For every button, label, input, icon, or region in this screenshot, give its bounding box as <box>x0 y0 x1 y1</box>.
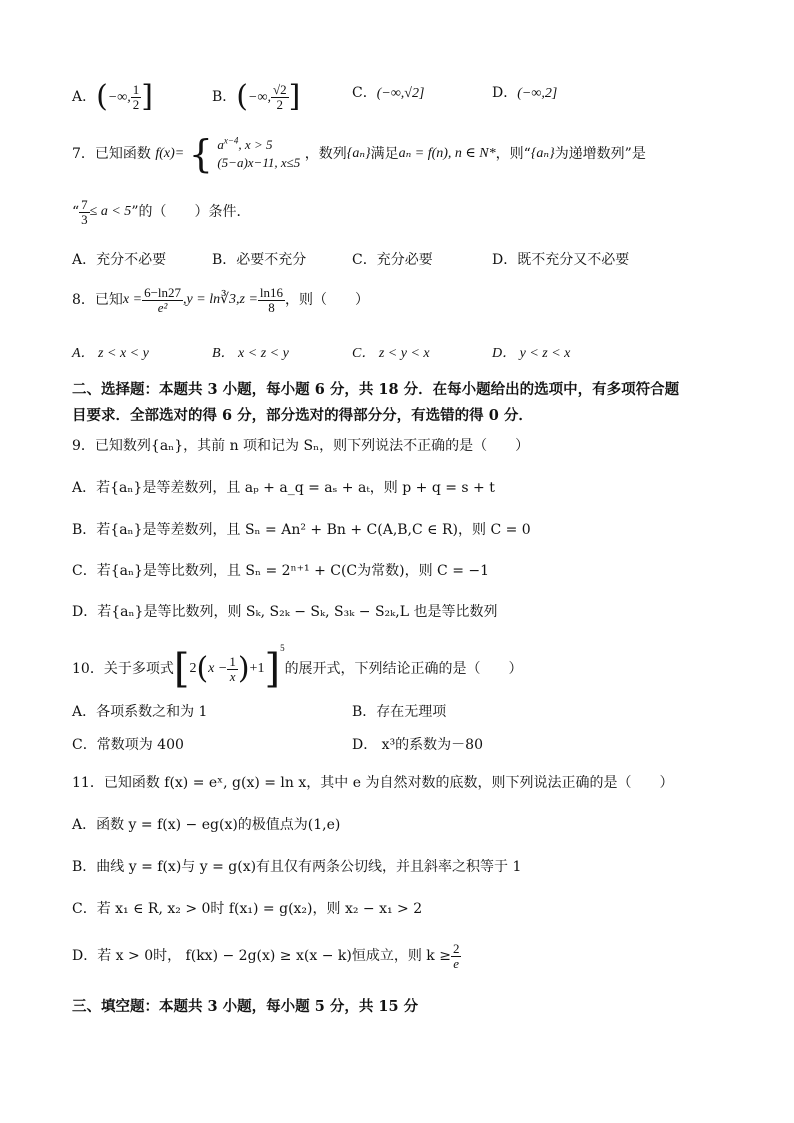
q10-option-c[interactable]: C．常数项为 400 <box>72 737 184 753</box>
q6-option-b[interactable]: B．(−∞, $\frac{√2}{2}$ ] <box>212 79 301 114</box>
section-2-heading-cont: 目要求．全部选对的得 6 分，部分选对的得部分分，有选错的得 0 分． <box>72 407 533 424</box>
q11-option-c[interactable]: C．若 x₁ ∈ R, x₂ > 0时 f(x₁) = g(x₂)，则 x₂ − x₁ > 2 <box>72 901 423 917</box>
q9-option-c[interactable]: C．若{aₙ}是等比数列，且 Sₙ = 2ⁿ⁺¹ + C(C为常数)，则 C = −1 <box>72 563 490 579</box>
q6-option-a[interactable]: A．(−∞, $\frac{1}{2}$ ] <box>72 79 153 114</box>
q11-option-b[interactable]: B．曲线 y = f(x)与 y = g(x)有且仅有两条公切线，并且斜率之积等于 1 <box>72 859 522 875</box>
q6-options <box>72 72 712 116</box>
brace: { <box>188 132 213 176</box>
piecewise-cases <box>217 136 300 172</box>
q9-option-b[interactable]: B．若{aₙ}是等差数列，且 Sₙ = An² + Bn + C(A,B,C ∈ R)，则 C = 0 <box>72 522 531 538</box>
fraction: $\frac{7}{3}$ <box>81 197 88 227</box>
q7-option-a[interactable]: A．充分不必要 <box>72 252 167 268</box>
q7-option-c[interactable]: C．充分必要 <box>352 252 433 268</box>
q9-option-a[interactable]: A．若{aₙ}是等差数列，且 aₚ + a_q = aₛ + aₜ，则 p + q = s + t <box>72 480 495 496</box>
q8-option-c[interactable]: C． z < y < x <box>352 346 430 361</box>
q8-option-a[interactable]: A． z < x < y <box>72 346 149 361</box>
q9-option-d[interactable]: D．若{aₙ}是等比数列，则 Sₖ, S₂ₖ − Sₖ, S₃ₖ − S₂ₖ,L 也是等比数列 <box>72 604 498 620</box>
q11-option-d[interactable]: D．若 x > 0时， f(kx) − 2g(x) ≥ x(x − k)恒成立，则 k ≥ $\frac{2}{e}$ <box>72 941 460 971</box>
case-1: $a^{x-4}$, x > 5 <box>217 135 273 152</box>
left-paren: ( <box>196 651 209 686</box>
q10-option-a[interactable]: A．各项系数之和为 1 <box>72 704 208 720</box>
fraction: $\frac{2}{e}$ <box>452 941 460 971</box>
right-paren: ) <box>237 651 250 686</box>
q7-option-d[interactable]: D．既不充分又不必要 <box>492 252 630 268</box>
q8-option-b[interactable]: B． x < z < y <box>212 346 289 361</box>
q8-stem: 8．已知x = $\frac{6-\ln 27}{\text{e²}}$ ,y = ln∛3,z = $\frac{\ln 16}{8}$ ，则（ ） <box>72 285 370 315</box>
q11-stem: 11．已知函数 f(x) = eˣ, g(x) = ln x，其中 e 为自然对数的底数，则下列说法正确的是（ ） <box>72 775 674 791</box>
q10-option-d[interactable]: D． x³的系数为－80 <box>352 737 483 753</box>
fraction: $\frac{6-\ln 27}{\text{e²}}$ <box>144 285 182 315</box>
fraction: $\frac{1}{x}$ <box>229 653 236 684</box>
q6-option-c[interactable]: C．(−∞,√2] <box>352 85 425 101</box>
q7-stem: 7．已知函数 f(x)= { $a^{x-4}$, x > 5 (5−a)x−11, x≤5 ，数列{aₙ}满足aₙ = f(n), n ∈ N*，则“{aₙ}为递增数列”是 <box>72 132 646 176</box>
fraction: $\frac{\ln 16}{8}$ <box>259 285 284 315</box>
case-2: (5−a)x−11, x≤5 <box>217 155 301 170</box>
q7-line2: “ $\frac{7}{3}$ ≤ a < 5”的（ ）条件． <box>72 197 251 227</box>
q9-stem: 9．已知数列{aₙ}，其前 n 项和记为 Sₙ，则下列说法不正确的是（ ） <box>72 438 530 454</box>
section-2-heading: 二、选择题：本题共 3 小题，每小题 6 分，共 18 分．在每小题给出的选项中，有多项符合题 <box>72 381 680 398</box>
q11-option-a[interactable]: A．函数 y = f(x) − eg(x)的极值点为(1,e) <box>72 817 341 833</box>
right-bracket: ] <box>264 646 281 692</box>
section-3-heading: 三、填空题：本题共 3 小题，每小题 5 分，共 15 分 <box>72 998 419 1015</box>
q10-option-b[interactable]: B．存在无理项 <box>352 704 447 720</box>
fraction: $\frac{√2}{2}$ <box>272 81 287 112</box>
q10-stem: 10．关于多项式[2(x − $\frac{1}{x}$ )+1]$^5$的展开式，下列结论正确的是（ ） <box>72 643 523 692</box>
q8-option-d[interactable]: D． y < z < x <box>492 346 571 361</box>
q7-option-b[interactable]: B．必要不充分 <box>212 252 307 268</box>
left-bracket: [ <box>173 646 190 692</box>
q6-option-d[interactable]: D．(−∞,2] <box>492 85 558 101</box>
fraction: $\frac{1}{2}$ <box>132 81 140 112</box>
